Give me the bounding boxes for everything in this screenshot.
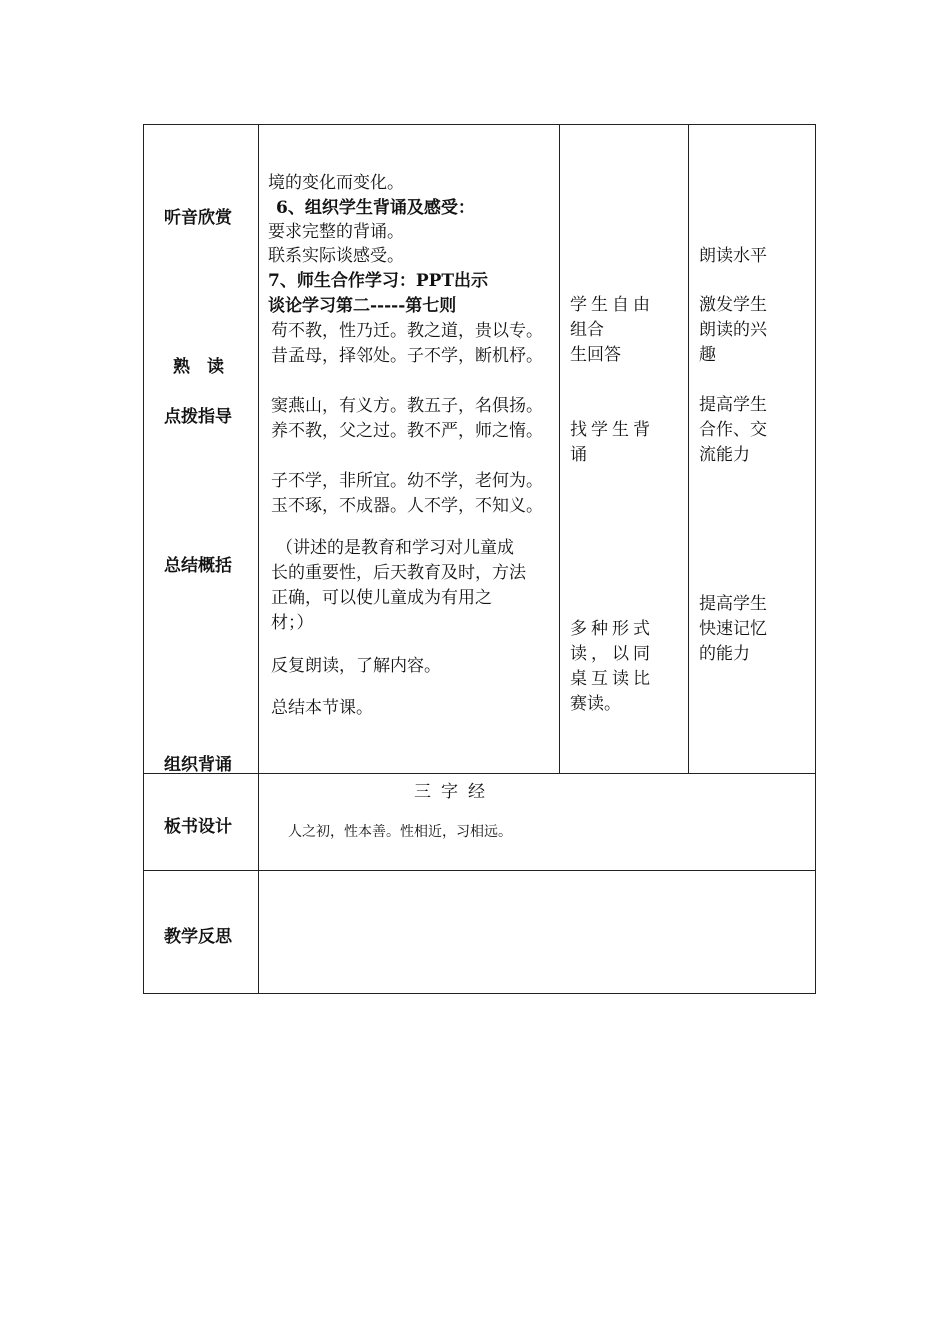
table-border-top [143, 124, 816, 125]
stage-summary: 总结概括 [164, 556, 232, 576]
content-step-6: 6、组织学生背诵及感受： [276, 198, 475, 218]
activity-line: 多种形式 [570, 619, 654, 639]
explanation-line: 正确，可以使儿童成为有用之 [271, 588, 492, 608]
col-divider-2 [559, 124, 560, 774]
table-border-bottom [143, 993, 816, 994]
content-step-7: 7、师生合作学习：PPT出示 [268, 271, 489, 291]
table-border-right [815, 124, 816, 994]
explanation-line: 长的重要性，后天教育及时，方法 [271, 563, 526, 583]
goal-line: 激发学生 [699, 295, 767, 315]
board-design-label: 板书设计 [164, 817, 232, 837]
stage-guidance: 点拨指导 [164, 407, 232, 427]
row-divider-2 [143, 870, 816, 871]
goal-line: 提高学生 [699, 594, 767, 614]
content-line: 谈论学习第二-----第七则 [268, 296, 457, 316]
activity-line: 学生自由 [570, 295, 654, 315]
poem-line: 子不学，非所宜。幼不学，老何为。 [271, 471, 543, 491]
explanation-line: 材；） [271, 613, 314, 633]
content-line: 反复朗读，了解内容。 [271, 656, 441, 676]
explanation-line: （讲述的是教育和学习对儿童成 [276, 538, 514, 558]
content-line: 联系实际谈感受。 [268, 246, 404, 266]
poem-line: 苟不教，性乃迁。教之道，贵以专。 [271, 321, 543, 341]
content-line: 要求完整的背诵。 [268, 222, 404, 242]
goal-line: 合作、交 [699, 420, 767, 440]
activity-line: 找学生背 [570, 420, 654, 440]
row-divider-1 [143, 773, 816, 774]
activity-line: 生回答 [570, 345, 621, 365]
poem-line: 玉不琢，不成器。人不学，不知义。 [271, 496, 543, 516]
poem-line: 养不教，父之过。教不严，师之惰。 [271, 421, 543, 441]
activity-line: 读，以同 [570, 644, 654, 664]
stage-listening: 听音欣赏 [164, 208, 232, 228]
poem-line: 窦燕山，有义方。教五子，名俱扬。 [271, 396, 543, 416]
col-divider-3 [688, 124, 689, 774]
goal-line: 流能力 [699, 445, 750, 465]
goal-line: 朗读的兴 [699, 320, 767, 340]
table-border-left [143, 124, 144, 994]
goal-line: 趣 [699, 345, 716, 365]
board-text: 人之初，性本善。性相近，习相远。 [288, 824, 512, 840]
activity-line: 赛读。 [570, 694, 621, 714]
board-title: 三字经 [414, 782, 495, 802]
goal-line: 朗读水平 [699, 246, 767, 266]
reflection-label: 教学反思 [164, 927, 232, 947]
content-line: 境的变化而变化。 [268, 173, 404, 193]
activity-line: 组合 [570, 320, 604, 340]
content-line: 总结本节课。 [271, 698, 373, 718]
stage-recitation: 组织背诵 [164, 755, 232, 775]
activity-line: 诵 [570, 445, 587, 465]
poem-line: 昔孟母，择邻处。子不学，断机杼。 [271, 346, 543, 366]
goal-line: 提高学生 [699, 395, 767, 415]
col-divider-1 [258, 124, 259, 994]
goal-line: 快速记忆 [699, 619, 767, 639]
activity-line: 桌互读比 [570, 669, 654, 689]
goal-line: 的能力 [699, 644, 750, 664]
stage-reading: 熟 读 [173, 357, 224, 377]
